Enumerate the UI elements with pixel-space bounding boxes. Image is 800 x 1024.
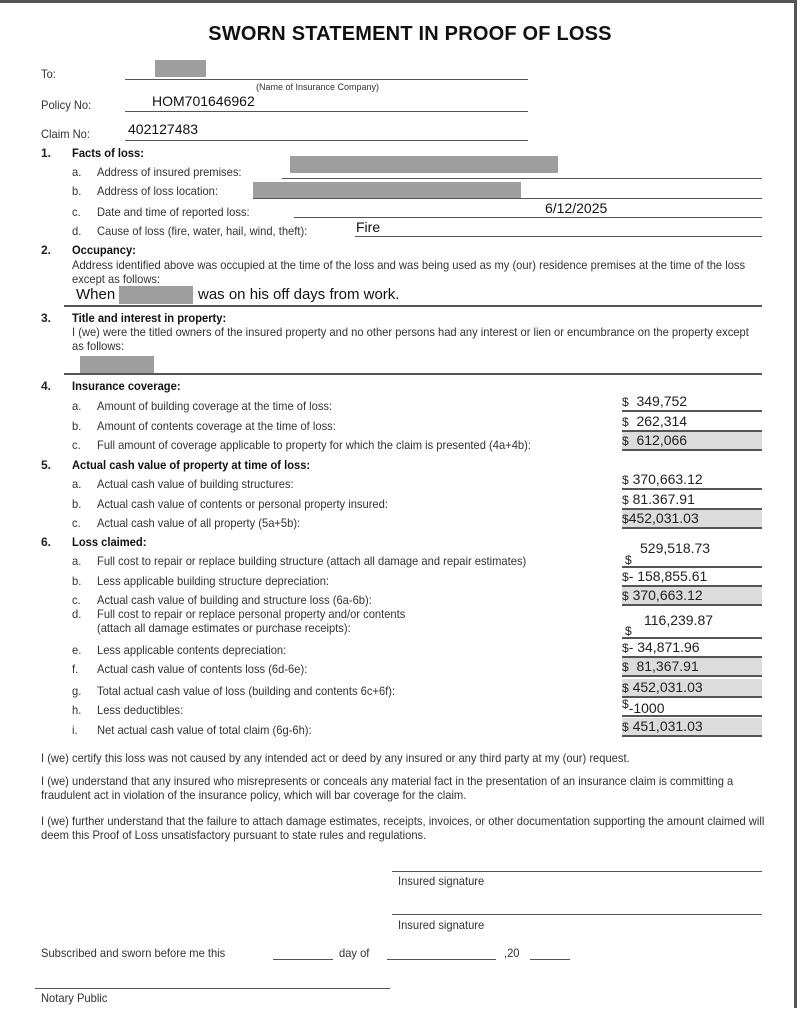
item-1b-line[interactable] (253, 198, 762, 199)
item-6g-letter: g. (72, 684, 82, 698)
building-coverage-field[interactable] (622, 393, 762, 412)
building-acv-value: 370,663.12 (632, 471, 703, 487)
redacted-loss-address (253, 182, 521, 198)
total-coverage-field[interactable] (622, 432, 762, 451)
section-1-number: 1. (41, 146, 52, 160)
item-1a-label: Address of insured premises: (97, 165, 242, 179)
item-6d-letter: d. (72, 607, 82, 621)
currency-symbol: $ (622, 493, 629, 507)
item-4b-letter: b. (72, 419, 82, 433)
section-5-number: 5. (41, 458, 52, 472)
currency-symbol: $ (622, 697, 629, 711)
to-label: To: (41, 67, 56, 81)
item-6a-label: Full cost to repair or replace building structure (attach all damage and repair estimates) (97, 554, 527, 568)
claim-label: Claim No: (41, 127, 90, 141)
policy-line (125, 111, 528, 112)
currency-symbol: $ (622, 641, 629, 655)
contents-repair-cost-field[interactable] (622, 609, 762, 639)
title-interest-text: I (we) were the titled owners of the insured property and no other persons had any interest or lien or encumbrance on the property except as follows: (72, 325, 749, 353)
item-6d-label-continued: (attach all damage estimates or purchase receipts): (97, 621, 351, 635)
item-1c-line (294, 217, 762, 218)
company-line[interactable] (125, 79, 528, 80)
total-loss-acv-value: 452,031.03 (632, 679, 703, 695)
contents-loss-acv-field[interactable] (622, 658, 762, 677)
certification-1: I (we) certify this loss was not caused by any intended act or deed by any insured or any third party at my (our) request. (41, 751, 630, 765)
sworn-prefix: Subscribed and sworn before me this (41, 946, 226, 960)
redacted-name (119, 286, 193, 304)
currency-symbol: $ (625, 553, 632, 567)
all-property-acv-field[interactable] (622, 510, 762, 529)
day-of-label: day of (339, 946, 370, 960)
section-2-heading: Occupancy: (72, 243, 136, 257)
item-6d-label: Full cost to repair or replace personal property and/or contents (97, 607, 406, 621)
contents-acv-value: 81.367.91 (632, 491, 695, 507)
total-loss-acv-field[interactable] (622, 679, 762, 698)
currency-symbol: $ (622, 434, 629, 448)
policy-number[interactable]: HOM701646962 (152, 93, 255, 109)
item-5b-letter: b. (72, 497, 82, 511)
title-interest-line (64, 373, 762, 375)
section-2-number: 2. (41, 243, 52, 257)
net-claim-field[interactable] (622, 718, 762, 737)
item-6b-letter: b. (72, 574, 82, 588)
currency-symbol: $ (622, 512, 629, 526)
insured-signature-line-1[interactable] (392, 871, 762, 872)
currency-symbol: $ (622, 415, 629, 429)
item-4a-letter: a. (72, 399, 82, 413)
building-coverage-value: 349,752 (636, 393, 688, 409)
item-1a-letter: a. (72, 165, 82, 179)
deductible-value: -1000 (628, 700, 665, 716)
currency-symbol: $ (622, 395, 629, 409)
document-title: SWORN STATEMENT IN PROOF OF LOSS (208, 23, 612, 45)
deductible-field[interactable] (622, 698, 762, 717)
item-6e-letter: e. (72, 643, 82, 657)
currency-symbol: $ (622, 660, 629, 674)
contents-acv-field[interactable] (622, 491, 762, 510)
contents-repair-cost-value: 116,239.87 (644, 612, 714, 628)
item-6f-label: Actual cash value of contents loss (6d-6e): (97, 662, 308, 676)
currency-symbol: $ (622, 681, 629, 695)
currency-symbol: $ (622, 570, 629, 584)
item-6f-letter: f. (72, 662, 79, 676)
item-4b-label: Amount of contents coverage at the time of loss: (97, 419, 336, 433)
notary-signature-line[interactable] (35, 988, 390, 989)
policy-label: Policy No: (41, 98, 92, 112)
contents-depreciation-value: - 34,871.96 (628, 639, 700, 655)
insured-signature-label-1: Insured signature (398, 874, 485, 888)
occupancy-text: Address identified above was occupied at the time of the loss and was being used as my (our) residence premises at the time of the loss except as follows: (72, 258, 746, 286)
redacted-company-name (155, 60, 206, 77)
building-depreciation-field[interactable] (622, 568, 762, 587)
building-loss-acv-field[interactable] (622, 587, 762, 606)
claim-line (125, 140, 528, 141)
contents-coverage-value: 262,314 (636, 413, 688, 429)
building-acv-field[interactable] (622, 471, 762, 490)
item-6c-letter: c. (72, 593, 81, 607)
item-6i-letter: i. (72, 723, 78, 737)
year-blank[interactable] (530, 959, 570, 960)
month-blank[interactable] (387, 959, 496, 960)
occupancy-answer-suffix[interactable]: was on his off days from work. (198, 286, 400, 303)
item-5a-label: Actual cash value of building structures: (97, 477, 294, 491)
contents-loss-acv-value: 81,367.91 (636, 658, 699, 674)
all-property-acv-value: 452,031.03 (628, 510, 699, 526)
section-6-number: 6. (41, 535, 52, 549)
item-6h-label: Less deductibles: (97, 703, 184, 717)
section-4-heading: Insurance coverage: (72, 379, 181, 393)
item-1c-letter: c. (72, 205, 81, 219)
item-6e-label: Less applicable contents depreciation: (97, 643, 287, 657)
item-4c-label: Full amount of coverage applicable to property for which the claim is presented (4a+4b): (97, 438, 531, 452)
item-6c-label: Actual cash value of building and structure loss (6a-6b): (97, 593, 372, 607)
notary-label: Notary Public (41, 991, 108, 1005)
item-6b-label: Less applicable building structure depreciation: (97, 574, 330, 588)
contents-coverage-field[interactable] (622, 413, 762, 432)
redacted-insured-address (290, 156, 558, 173)
section-3-heading: Title and interest in property: (72, 311, 227, 325)
building-repair-cost-field[interactable] (622, 540, 762, 568)
item-6i-label: Net actual cash value of total claim (6g-6h): (97, 723, 312, 737)
item-5c-letter: c. (72, 516, 81, 530)
item-1d-line (355, 236, 762, 237)
item-1c-label: Date and time of reported loss: (97, 205, 250, 219)
total-coverage-value: 612,066 (636, 432, 688, 448)
item-5c-label: Actual cash value of all property (5a+5b): (97, 516, 301, 530)
item-1d-label: Cause of loss (fire, water, hail, wind, theft): (97, 224, 308, 238)
building-loss-acv-value: 370,663.12 (632, 587, 703, 603)
item-4a-label: Amount of building coverage at the time of loss: (97, 399, 333, 413)
item-5a-letter: a. (72, 477, 82, 491)
claim-number[interactable]: 402127483 (128, 121, 199, 137)
section-6-heading: Loss claimed: (72, 535, 147, 549)
item-6h-letter: h. (72, 703, 82, 717)
currency-symbol: $ (625, 624, 632, 638)
currency-symbol: $ (622, 473, 629, 487)
section-3-number: 3. (41, 311, 52, 325)
company-caption: (Name of Insurance Company) (256, 82, 380, 92)
certification-3: I (we) further understand that the failure to attach damage estimates, receipts, invoices, or other documentation supporting the amount claimed will deem this Proof of Loss unsatisfactory pursuant to state rules and regulations. (41, 814, 765, 842)
building-repair-cost-value: 529,518.73 (640, 540, 711, 556)
item-1a-line[interactable] (282, 178, 762, 179)
section-4-number: 4. (41, 379, 52, 393)
certification-2: I (we) understand that any insured who misrepresents or conceals any material fact in the presentation of an insurance claim is committing a fraudulent act in violation of the insurance policy, which will bar coverage for the claim. (41, 774, 734, 802)
day-blank[interactable] (273, 959, 333, 960)
insured-signature-line-2[interactable] (392, 914, 762, 915)
currency-symbol: $ (622, 720, 629, 734)
item-4c-letter: c. (72, 438, 81, 452)
year-prefix: ,20 (504, 946, 520, 960)
item-1b-letter: b. (72, 184, 82, 198)
section-5-heading: Actual cash value of property at time of loss: (72, 458, 311, 472)
redacted-lienholder (80, 356, 154, 373)
building-depreciation-value: - 158,855.61 (628, 568, 708, 584)
item-6a-letter: a. (72, 554, 82, 568)
occupancy-line (64, 305, 762, 307)
section-1-heading: Facts of loss: (72, 146, 144, 160)
net-claim-value: 451,031.03 (632, 718, 703, 734)
loss-date-value[interactable]: 6/12/2025 (545, 200, 608, 216)
cause-of-loss-value[interactable]: Fire (356, 219, 381, 235)
item-6g-label: Total actual cash value of loss (building and contents 6c+6f): (97, 684, 396, 698)
contents-depreciation-field[interactable] (622, 639, 762, 658)
item-5b-label: Actual cash value of contents or personal property insured: (97, 497, 388, 511)
item-1d-letter: d. (72, 224, 82, 238)
item-1b-label: Address of loss location: (97, 184, 218, 198)
currency-symbol: $ (622, 589, 629, 603)
insured-signature-label-2: Insured signature (398, 918, 485, 932)
occupancy-answer-prefix[interactable]: When (76, 286, 116, 303)
